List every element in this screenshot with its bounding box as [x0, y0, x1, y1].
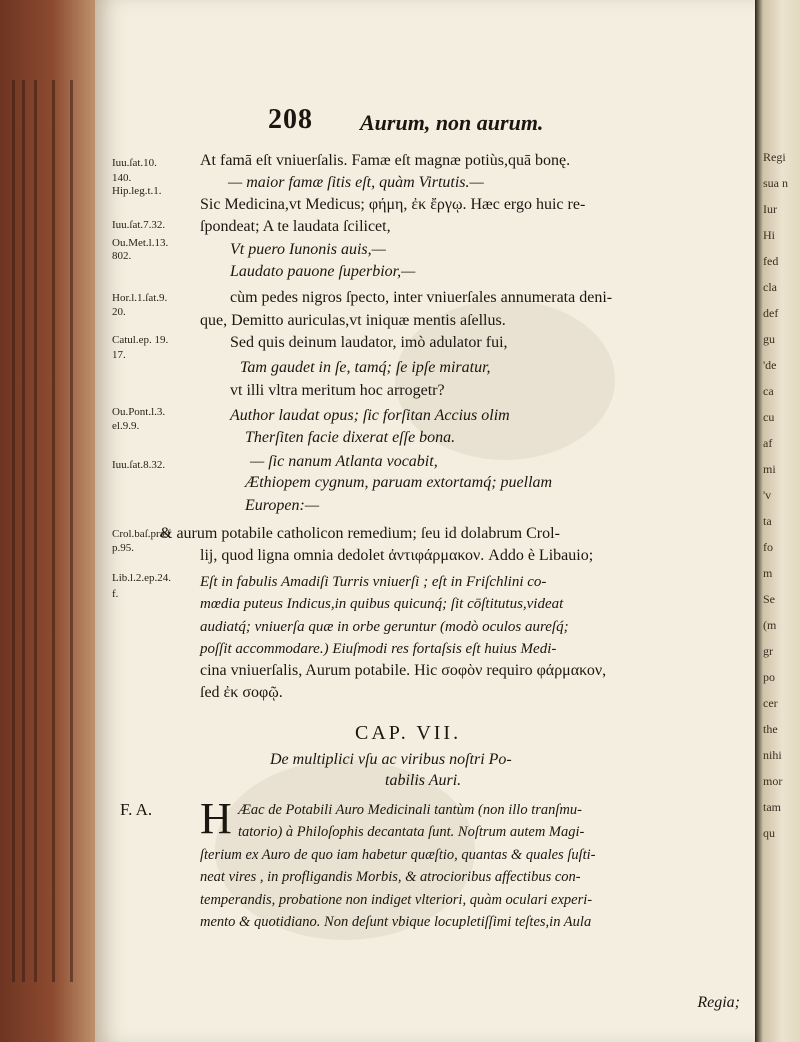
margin-note: el.9.9.: [112, 420, 140, 432]
margin-note: 20.: [112, 306, 126, 318]
chapter-body-line: ſterium ex Auro de quo iam habetur quæſtio, quantas & quales ſuſti-: [200, 847, 596, 863]
facing-page-fragment: gu: [763, 332, 775, 346]
chapter-body-line: Æac de Potabili Auro Medicinali tantùm (non illo tranſmu-: [238, 802, 582, 818]
margin-note: 802.: [112, 250, 132, 262]
facing-page-fragment: cer: [763, 696, 778, 710]
margin-note: Hor.l.1.ſat.9.: [112, 292, 168, 304]
margin-note: 17.: [112, 349, 126, 361]
facing-page-fragment: nihi: [763, 748, 782, 762]
margin-note: Hip.leg.t.1.: [112, 185, 162, 197]
margin-note: Iuu.ſat.8.32.: [112, 459, 166, 471]
chapter-heading: CAP. VII.: [355, 722, 462, 744]
text-line: & aurum potabile catholicon remedium; ſeu id dolabrum Crol-: [160, 525, 560, 542]
facing-page-fragment: Iur: [763, 202, 777, 216]
text-line: Therſiten facie dixerat eſſe bona.: [245, 429, 456, 446]
chapter-body-line: mento & quotidiano. Non deſunt vbique locupletiſſimi teſtes,in Aula: [200, 914, 592, 930]
margin-note: Iuu.ſat.7.32.: [112, 219, 166, 231]
text-line: Sed quis deinum laudator, imò adulator fui,: [230, 334, 508, 351]
facing-page-fragment: ta: [763, 514, 772, 528]
chapter-title-line-2: tabilis Auri.: [385, 772, 462, 789]
facing-page-fragment: tam: [763, 800, 781, 814]
text-line: audiatq́; vniuerſa quæ in orbe geruntur (modò oculos aureſq́;: [200, 619, 569, 635]
text-line: cùm pedes nigros ſpecto, inter vniuerſales annumerata deni-: [230, 289, 613, 306]
text-line: ſed ἐκ σοφῷ.: [200, 684, 283, 701]
text-line: — ſic nanum Atlanta vocabit,: [250, 453, 438, 470]
catchword: Regia;: [697, 994, 740, 1011]
facing-page-fragment: Hi: [763, 228, 775, 242]
text-line: Eſt in fabulis Amadiſi Turris vniuerſi ; eſt in Friſchlini co-: [200, 574, 547, 590]
margin-note: p.95.: [112, 542, 134, 554]
page-number: 208: [268, 104, 313, 135]
facing-page-fragment: gr: [763, 644, 773, 658]
side-label: F. A.: [120, 800, 153, 819]
facing-page-fragment: fo: [763, 540, 773, 554]
text-line: Author laudat opus; ſic forſitan Accius olim: [230, 407, 510, 424]
text-line: ſpondeat; A te laudata ſcilicet,: [200, 218, 391, 235]
text-line: Laudato pauone ſuperbior,—: [230, 263, 416, 280]
text-line: cina vniuerſalis, Aurum potabile. Hic σοφὸν requiro φάρμακον,: [200, 662, 607, 679]
text-line: Æthiopem cygnum, paruam extortamq́; puellam: [245, 474, 553, 491]
facing-page-fragment: 'v: [763, 488, 772, 502]
facing-page-fragment: qu: [763, 826, 775, 840]
margin-note: Crol.baſ.præf: [112, 528, 171, 540]
running-head: Aurum, non aurum.: [360, 110, 544, 135]
text-line: lij, quod ligna omnia dedolet ἀντιφάρμακον. Addo è Libauio;: [200, 547, 594, 564]
text-line: Sic Medicina,vt Medicus; φήμη, ἐκ ἔργῳ. Hæc ergo huic re-: [200, 196, 586, 213]
facing-page-fragment: cu: [763, 410, 775, 424]
facing-page-fragment: def: [763, 306, 779, 320]
facing-page-fragment: m: [763, 566, 773, 580]
facing-page-fragment: sua n: [763, 176, 788, 190]
facing-page-fragment: mi: [763, 462, 776, 476]
text-line: At famā eſt vniuerſalis. Famæ eſt magnæ potiùs,quā bonę.: [200, 152, 571, 169]
chapter-body-line: neat vires , in profligandis Morbis, & atrocioribus affectibus con-: [200, 869, 581, 885]
margin-note: Ou.Met.l.13.: [112, 237, 169, 249]
text-line: poſſit accommodare.) Eiuſmodi res fortaſsis eſt huius Medi-: [200, 641, 557, 657]
text-line: Tam gaudet in ſe, tamq́; ſe ipſe miratur,: [240, 359, 491, 376]
facing-page-fragment: mor: [763, 774, 783, 788]
facing-page-fragment: 'de: [763, 358, 777, 372]
facing-page-fragment: po: [763, 670, 775, 684]
margin-note: f.: [112, 588, 119, 600]
facing-page-fragment: af: [763, 436, 773, 450]
page-header: [268, 104, 748, 144]
margin-note: Ou.Pont.l.3.: [112, 406, 166, 418]
facing-page-fragment: (m: [763, 618, 777, 632]
facing-page-fragment: Regi: [763, 150, 786, 164]
margin-note: 140.: [112, 172, 132, 184]
drop-cap: H: [200, 794, 232, 843]
chapter-title-line-1: De multiplici vſu ac viribus noſtri Po-: [270, 751, 512, 768]
text-line: vt illi vltra meritum hoc arrogetr?: [230, 382, 445, 399]
text-line: mœdia puteus Indicus,in quibus quicunq́; ſit cōſtitutus,videat: [200, 596, 564, 612]
text-line: que, Demitto auriculas,vt iniquæ mentis aſellus.: [200, 312, 506, 329]
chapter-body-line: temperandis, probatione non indiget vlteriori, quàm oculari experi-: [200, 892, 593, 908]
text-line: Europen:—: [245, 497, 320, 514]
facing-page-fragment: cla: [763, 280, 777, 294]
margin-note: Iuu.ſat.10.: [112, 157, 157, 169]
margin-note: Catul.ep. 19.: [112, 334, 169, 346]
text-line: — maior famæ ſitis eſt, quàm Virtutis.—: [228, 174, 484, 191]
text-line: Vt puero Iunonis auis,—: [230, 241, 386, 258]
margin-note: Lib.l.2.ep.24.: [112, 572, 171, 584]
chapter-body-line: tatorio) à Philoſophis decantata ſunt. Noſtrum autem Magi-: [238, 824, 585, 840]
facing-page-edge: [755, 0, 800, 1042]
facing-page-fragment: ca: [763, 384, 774, 398]
facing-page-fragment: Se: [763, 592, 775, 606]
facing-page-fragment: fed: [763, 254, 779, 268]
facing-page-fragment: the: [763, 722, 778, 736]
